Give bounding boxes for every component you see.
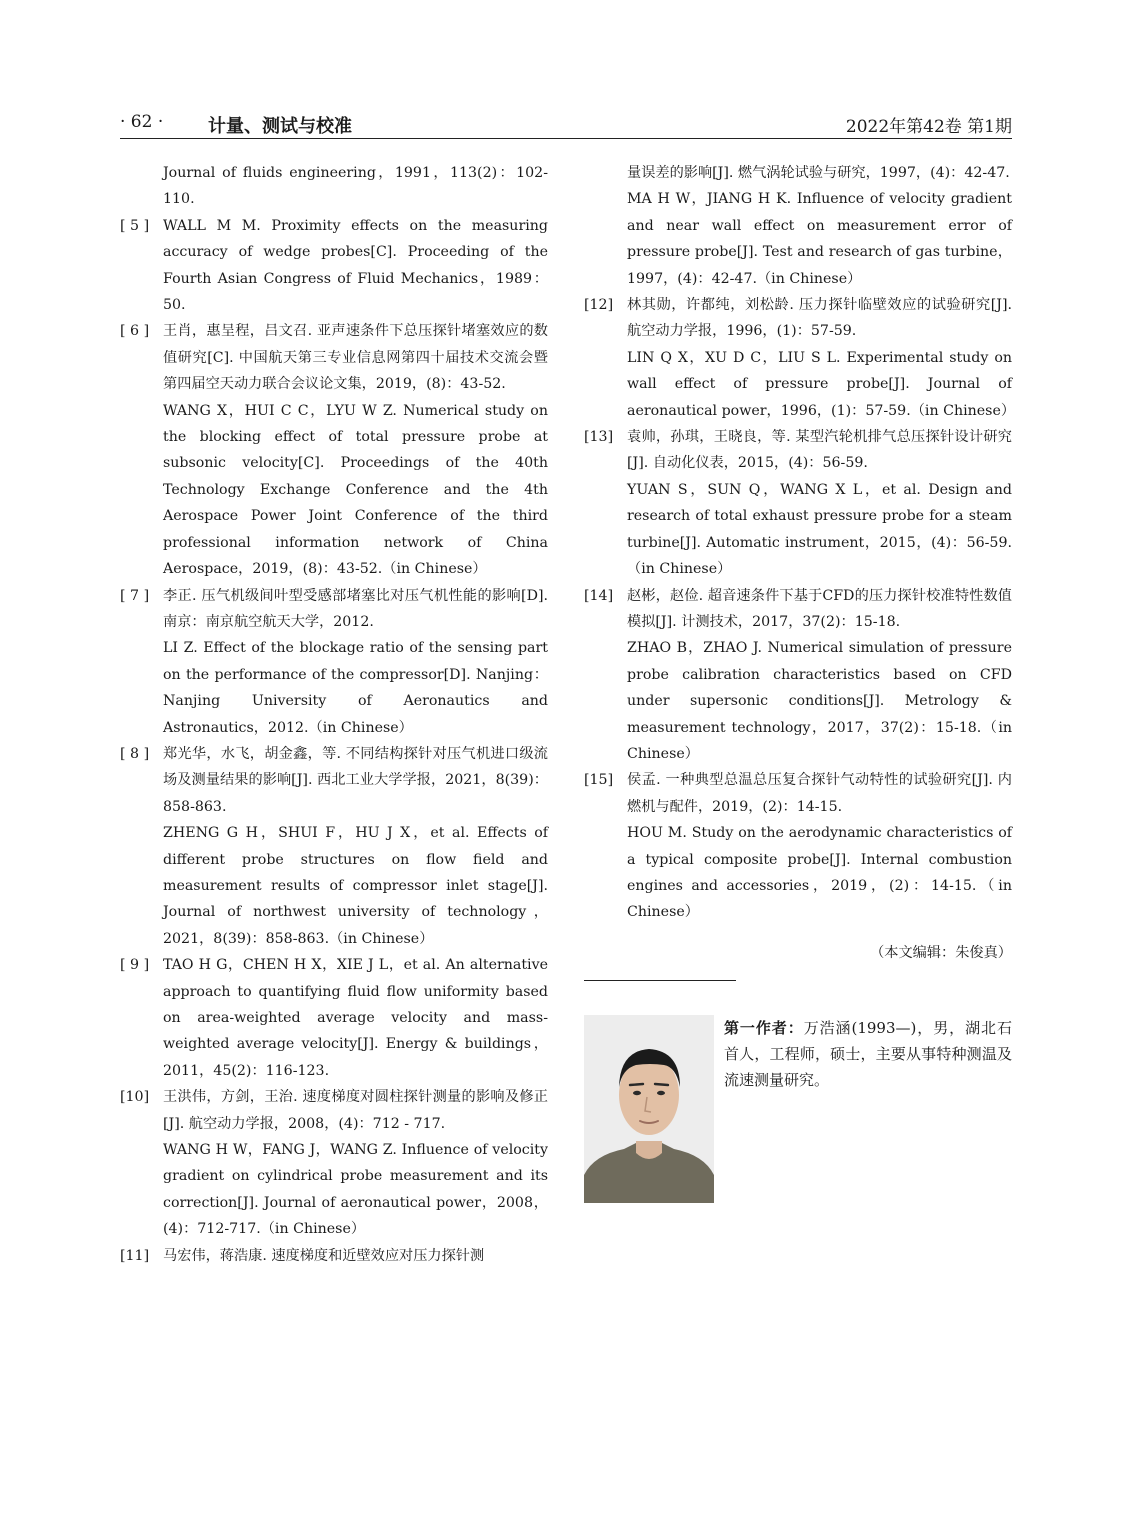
- reference-english: Journal of fluids engineering，1991，113(2)：102-110.: [163, 165, 548, 208]
- left-column-references: [120, 160, 548, 1269]
- reference-number: [ 7 ]: [120, 587, 150, 604]
- footnote-divider: [584, 980, 736, 981]
- reference-number: [ 6 ]: [120, 323, 150, 340]
- reference-english: YUAN S，SUN Q，WANG X L，et al. Design and research of total exhaust pressure probe for a steam turbine[J]. Automatic instrument，2015，(4)：56-59.（in Chinese）: [627, 481, 1012, 578]
- reference-number: [ 8 ]: [120, 745, 150, 762]
- reference-chinese: 量误差的影响[J]. 燃气涡轮试验与研究，1997，(4)：42-47.: [627, 165, 1010, 181]
- reference-item: [120, 318, 548, 582]
- author-bio: [724, 1015, 1012, 1093]
- page-header: [120, 112, 1012, 139]
- author-photo: [584, 1015, 714, 1203]
- reference-number: [12]: [584, 297, 614, 314]
- reference-english: WANG X，HUI C C，LYU W Z. Numerical study on the blocking effect of total pressure probe at subsonic velocity[C]. Proceedings of the 40th Technology Exchange Conference and the 4th Aerospace Power Joint Conference of the third professional information network of China Aerospace，2019，(8)：43-52.（in Chinese）: [163, 402, 548, 578]
- reference-chinese: 李正. 压气机级间叶型受感部堵塞比对压气机性能的影响[D]. 南京：南京航空航天大学，2012.: [163, 587, 548, 630]
- reference-number: [ 5 ]: [120, 217, 150, 234]
- reference-chinese: 王洪伟，方剑，王治. 速度梯度对圆柱探针测量的影响及修正[J]. 航空动力学报，2008，(4)：712 - 717.: [163, 1089, 548, 1132]
- reference-chinese: 赵彬，赵俭. 超音速条件下基于CFD的压力探针校准特性数值模拟[J]. 计测技术，2017，37(2)：15-18.: [627, 587, 1012, 630]
- reference-english: LI Z. Effect of the blockage ratio of the sensing part on the performance of the compressor[D]. Nanjing：Nanjing University of Aeronautics and Astronautics，2012.（in Chinese）: [163, 640, 548, 736]
- reference-number: [11]: [120, 1247, 150, 1264]
- reference-item: [120, 952, 548, 1084]
- author-lead: 第一作者：: [724, 1019, 804, 1038]
- editor-note: （本文编辑：朱俊真）: [870, 944, 1012, 961]
- reference-item: [584, 767, 1012, 925]
- reference-chinese: 林其勋，许都纯，刘松龄. 压力探针临壁效应的试验研究[J]. 航空动力学报，1996，(1)：57-59.: [627, 297, 1012, 340]
- reference-number: [14]: [584, 587, 614, 604]
- reference-chinese: 马宏伟，蒋浩康. 速度梯度和近壁效应对压力探针测: [163, 1247, 485, 1264]
- reference-item: [120, 213, 548, 319]
- reference-english: ZHENG G H，SHUI F，HU J X，et al. Effects of different probe structures on flow field and measurement results of compressor inlet stage[J]. Journal of northwest university of technology，2021，8(39)：858-863.（in Chinese）: [163, 825, 548, 947]
- reference-english: WANG H W，FANG J，WANG Z. Influence of velocity gradient on cylindrical probe measurement and its correction[J]. Journal of aeronautical power，2008，(4)：712-717.（in Chinese）: [163, 1142, 548, 1238]
- reference-item: [120, 160, 548, 213]
- reference-english: MA H W，JIANG H K. Influence of velocity gradient and near wall effect on measurement error of pressure probe[J]. Test and research of gas turbine，1997，(4)：42-47.（in Chinese）: [627, 191, 1012, 287]
- reference-item: [584, 583, 1012, 768]
- page-number: · 62 ·: [120, 112, 164, 132]
- reference-chinese: 王肖，惠呈程，吕文召. 亚声速条件下总压探针堵塞效应的数值研究[C]. 中国航天第三专业信息网第四十届技术交流会暨第四届空天动力联合会议论文集，2019，(8)：43-52.: [163, 323, 548, 393]
- reference-item: [584, 292, 1016, 424]
- reference-english: WALL M M. Proximity effects on the measuring accuracy of wedge probes[C]. Proceeding of the Fourth Asian Congress of Fluid Mechanics，1989：50.: [163, 217, 548, 314]
- reference-item: [120, 1084, 548, 1242]
- reference-item: [584, 424, 1012, 582]
- reference-english: TAO H G，CHEN H X，XIE J L，et al. An alternative approach to quantifying fluid flow uniformity based on area-weighted average velocity and mass-weighted average velocity[J]. Energy & buildings，2011，45(2)：116-123.: [163, 957, 548, 1079]
- reference-english: LIN Q X，XU D C，LIU S L. Experimental study on wall effect of pressure probe[J]. Journal of aeronautical power，1996，(1)：57-59.（in Chinese）: [627, 349, 1016, 419]
- author-bio-text: 万浩涵(1993—)，男，湖北石首人，工程师，硕士，主要从事特种测温及流速测量研究。: [724, 1019, 1012, 1090]
- reference-item: [120, 583, 548, 741]
- reference-item: [120, 1243, 548, 1269]
- reference-item: [120, 741, 548, 952]
- issue-info: 2022年第42卷 第1期: [845, 117, 1012, 137]
- reference-chinese: 侯孟. 一种典型总温总压复合探针气动特性的试验研究[J]. 内燃机与配件，2019，(2)：14-15.: [627, 772, 1012, 815]
- right-column: [584, 160, 1016, 1205]
- reference-number: [10]: [120, 1089, 150, 1106]
- reference-number: [13]: [584, 429, 614, 446]
- author-block: [584, 1015, 1012, 1205]
- reference-number: [15]: [584, 772, 614, 789]
- right-column-references: [584, 160, 1016, 926]
- reference-chinese: 袁帅，孙琪，王晓良，等. 某型汽轮机排气总压探针设计研究[J]. 自动化仪表，2015，(4)：56-59.: [627, 429, 1012, 472]
- reference-english: HOU M. Study on the aerodynamic characteristics of a typical composite probe[J]. Internal combustion engines and accessories，2019，(2)：14-15.（in Chinese）: [627, 825, 1012, 921]
- journal-title: 计量、测试与校准: [208, 116, 352, 137]
- reference-number: [ 9 ]: [120, 957, 150, 974]
- reference-chinese: 郑光华，水飞，胡金鑫，等. 不同结构探针对压气机进口级流场及测量结果的影响[J]. 西北工业大学学报，2021，8(39)：858-863.: [163, 745, 548, 815]
- reference-english: ZHAO B，ZHAO J. Numerical simulation of pressure probe calibration characteristics based on CFD under supersonic conditions[J]. Metrology & measurement technology，2017，37(2)：15-18.（in Chinese）: [627, 640, 1012, 762]
- reference-item: [584, 160, 1012, 292]
